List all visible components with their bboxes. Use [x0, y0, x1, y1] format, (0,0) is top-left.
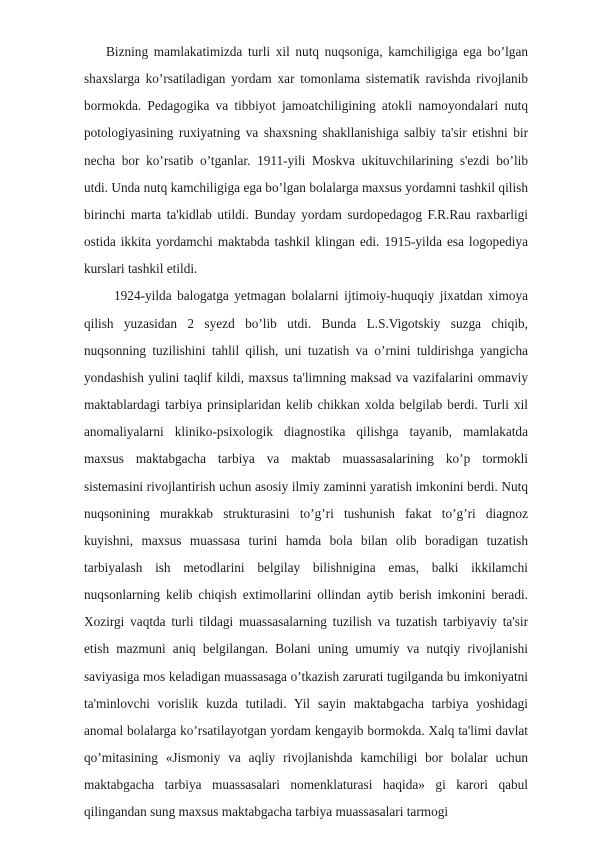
paragraph-1: Bizning mamlakatimizda turli xil nutq nuqsoniga, kamchiligiga ega bo’lgan shaxslarga ko’rsatiladigan yordam xar tomonlama sistematik ravishda rivojlanib bormokda. Pedagogika va tibbiyot jamoatchiligining atokli namoyondalari nutq potologiyasining ruxiyatning va shaxsning shakllanishiga salbiy ta'sir etishni bir necha bor ko’rsatib o’tganlar. 1911-yili Moskva ukituvchilarining s'ezdi bo’lib utdi. Unda nutq kamchiligiga ega bo’lgan bolalarga maxsus yordamni tashkil qilish birinchi marta ta'kidlab utildi. Bunday yordam surdopedagog F.R.Rau raxbarligi ostida ikkita yordamchi maktabda tashkil klingan edi. 1915-yilda esa logopediya kurslari tashkil etildi.	[84, 44, 528, 277]
paragraph-2: 1924-yilda balogatga yetmagan bolalarni ijtimoiy-huquqiy jixatdan ximoya qilish yuzasidan 2 syezd bo’lib utdi. Bunda L.S.Vigotskiy suzga chiqib, nuqsonning tuzilishini tahlil qilish, uni tuzatish va o’rnini tuldirishga yangicha yondashish yulini taqlif kildi, maxsus ta'limning maksad va vazifalarini ommaviy maktablardagi tarbiya prinsiplaridan kelib chikkan xolda belgilab berdi. Turli xil anomaliyalarni kliniko-psixologik diagnostika qilishga tayanib, mamlakatda maxsus maktabgacha tarbiya va maktab muassasalarining ko’p tormokli sistemasini rivojlantirish uchun asosiy ilmiy zaminni yaratish imkonini berdi. Nutq nuqsonining murakkab strukturasini to’g’ri tushunish fakat to’g’ri diagnoz kuyishni, maxsus muassasa turini hamda bola bilan olib boradigan tuzatish tarbiyalash ish metodlarini belgilay bilishnigina emas, balki ikkilamchi nuqsonlarning kelib chiqish extimollarini ollindan aytib berish imkonini beradi. Xozirgi vaqtda turli tildagi muassasalarning tuzilish va tuzatish tarbiyaviy ta'sir etish mazmuni aniq belgilangan. Bolani uning umumiy va nutqiy rivojlanishi saviyasiga mos keladigan muassasaga o’tkazish zarurati tugilganda bu imkoniyatni ta'minlovchi vorislik kuzda tutiladi. Yil sayin maktabgacha tarbiya yoshidagi anomal bolalarga ko’rsatilayotgan yordam kengayib bormokda. Xalq ta'limi davlat qo’mitasining «Jismoniy va aqliy rivojlanishda kamchiligi bor bolalar uchun maktabgacha tarbiya muassasalari nomenklaturasi haqida» gi karori qabul qilingandan sung maxsus maktabgacha tarbiya muassasalari tarmogi	[84, 288, 528, 820]
document-page	[84, 38, 528, 826]
